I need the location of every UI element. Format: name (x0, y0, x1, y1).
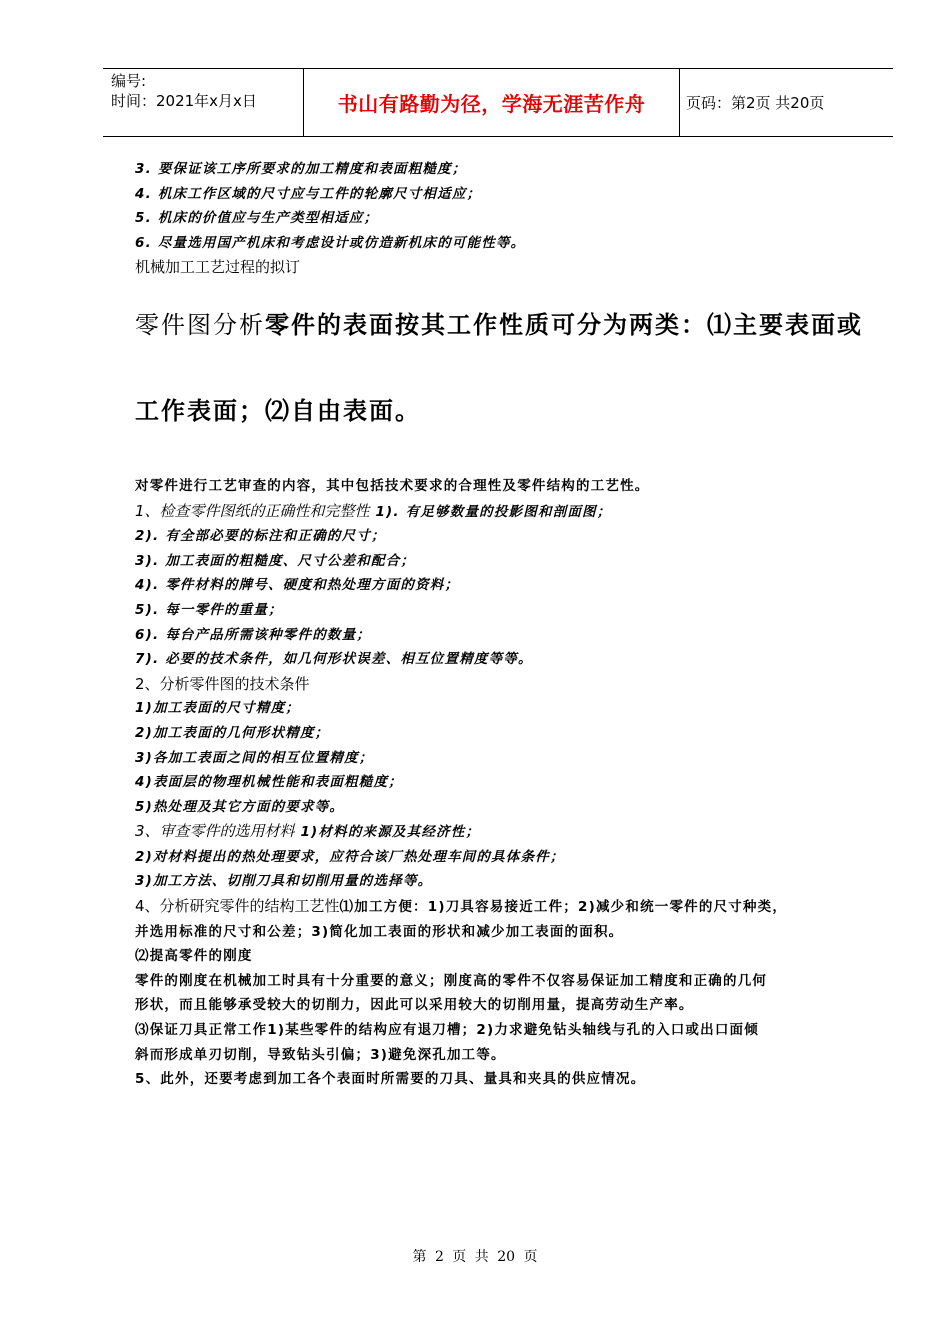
check3-title: 3、审查零件的选用材料 (135, 822, 295, 841)
document-body (135, 157, 865, 1092)
check2-item: 3)各加工表面之间的相互位置精度； (135, 749, 374, 766)
check1-item: 6). 每台产品所需该种零件的数量； (135, 626, 371, 643)
document-number-label: 编号: (111, 72, 147, 90)
part-analysis-heading (135, 308, 865, 342)
rigidity-text: 零件的刚度在机械加工时具有十分重要的意义；刚度高的零件不仅容易保证加工精度和正确的几何 (135, 972, 768, 989)
check2-item: 5)热处理及其它方面的要求等。 (135, 798, 345, 815)
final-note: 5、此外，还要考虑到加工各个表面时所需要的刀具、量具和夹具的供应情况。 (135, 1071, 646, 1088)
check1-item: 1). 有足够数量的投影图和剖面图； (375, 503, 612, 520)
check1-item: 2). 有全部必要的标注和正确的尺寸； (135, 528, 386, 545)
check3-item: 3)加工方法、切削刀具和切削用量的选择等。 (135, 873, 433, 890)
check3-item: 2)对材料提出的热处理要求，应符合该厂热处理车间的具体条件； (135, 848, 565, 865)
check4-text: ⑴加工方便：1)刀具容易接近工件；2)减少和统一零件的尺寸种类， (339, 899, 788, 916)
body-line: 4. 机床工作区域的尺寸应与工件的轮廓尺寸相适应； (135, 185, 482, 202)
page-header (103, 68, 893, 137)
surface-classification-text: 零件的表面按其工作性质可分为两类：⑴主要表面或 (265, 310, 863, 339)
check1-item: 3). 加工表面的粗糙度、尺寸公差和配合； (135, 552, 416, 569)
check3-item: 1)材料的来源及其经济性； (300, 824, 481, 841)
tool-text: 斜而形成单刃切削，导致钻头引偏；3)避免深孔加工等。 (135, 1046, 506, 1063)
audit-intro: 对零件进行工艺审查的内容，其中包括技术要求的合理性及零件结构的工艺性。 (135, 477, 650, 494)
check1-item: 7). 必要的技术条件，如几何形状误差、相互位置精度等等。 (135, 651, 533, 668)
check4-title: 4、分析研究零件的结构工艺性 (135, 897, 340, 916)
check1-item: 5). 每一零件的重量； (135, 601, 283, 618)
body-line: 6. 尽量选用国产机床和考虑设计或仿造新机床的可能性等。 (135, 234, 526, 251)
check3-line (135, 819, 865, 845)
surface-classification-continued: 工作表面；⑵自由表面。 (135, 396, 421, 425)
part-analysis-label: 零件图分析 (135, 310, 265, 339)
check4-continued: 并选用标准的尺寸和公差；3)简化加工表面的形状和减少加工表面的面积。 (135, 923, 624, 940)
spacer (135, 428, 865, 474)
check1-title: 1、检查零件图纸的正确性和完整性 (135, 501, 370, 520)
document-time-label: 时间：2021年x月x日 (111, 92, 257, 110)
rigidity-title: ⑵提高零件的刚度 (135, 948, 253, 965)
check2-item: 2)加工表面的几何形状精度； (135, 724, 330, 741)
check2-item: 1)加工表面的尺寸精度； (135, 700, 300, 717)
check1-line (135, 499, 865, 525)
check2-item: 4)表面层的物理机械性能和表面粗糙度； (135, 774, 403, 791)
check2-title: 2、分析零件图的技术条件 (135, 674, 310, 693)
header-motto: 书山有路勤为径，学海无涯苦作舟 (304, 69, 680, 136)
check1-item: 4). 零件材料的牌号、硬度和热处理方面的资料； (135, 577, 460, 594)
process-heading: 机械加工工艺过程的拟订 (135, 258, 301, 277)
check4-line (135, 894, 865, 920)
header-page-label: 页码：第2页 共20页 (686, 94, 825, 112)
body-line: 3. 要保证该工序所要求的加工精度和表面粗糙度； (135, 161, 467, 177)
header-left-cell (103, 69, 304, 136)
page-footer: 第 2 页 共 20 页 (412, 1249, 538, 1265)
rigidity-text: 形状，而且能够承受较大的切削力，因此可以采用较大的切削用量，提高劳动生产率。 (135, 997, 694, 1014)
body-line: 5. 机床的价值应与生产类型相适应； (135, 210, 379, 227)
tool-text: ⑶保证刀具正常工作1)某些零件的结构应有退刀槽；2)力求避免钻头轴线与孔的入口或出口面倾 (135, 1022, 759, 1039)
